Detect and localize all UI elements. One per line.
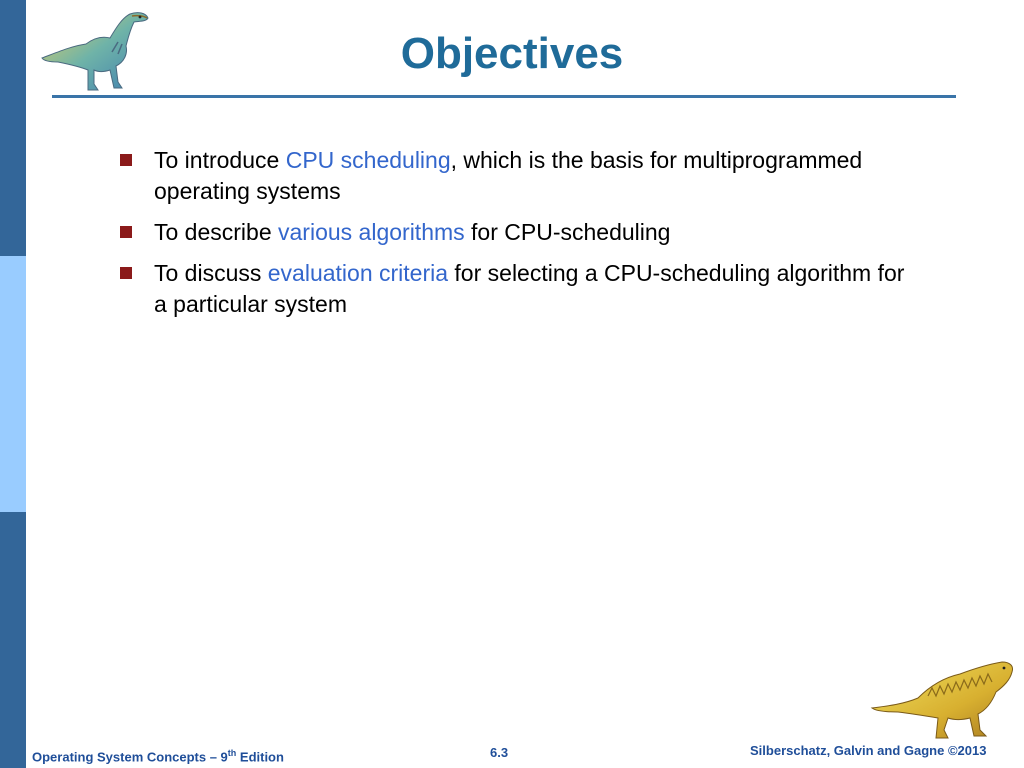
bullet-highlight: CPU scheduling — [285, 147, 451, 173]
list-item — [118, 145, 918, 207]
square-bullet-icon — [120, 154, 132, 166]
dinosaur-icon — [868, 658, 1018, 740]
footer-book-suffix: Edition — [236, 749, 284, 765]
bullet-text-after: for selecting a CPU-scheduling algorithm for a particular system — [154, 260, 905, 317]
left-color-bar — [0, 0, 26, 768]
bullet-text-before: To discuss — [154, 260, 268, 286]
footer-book-title — [32, 744, 284, 766]
footer-book-prefix: Operating System Concepts – 9 — [32, 749, 228, 765]
page-title: Objectives — [400, 29, 624, 78]
list-item — [118, 217, 918, 248]
bullet-text-after: for CPU-scheduling — [464, 219, 671, 245]
bullet-highlight: various algorithms — [278, 219, 465, 245]
objectives-list — [118, 145, 918, 330]
bullet-text-before: To describe — [154, 219, 279, 245]
dinosaur-icon — [38, 8, 156, 94]
footer-page-number: 6.3 — [490, 745, 509, 760]
list-item — [118, 258, 918, 320]
square-bullet-icon — [120, 226, 132, 238]
left-bar-bottom-segment — [0, 512, 26, 768]
square-bullet-icon — [120, 267, 132, 279]
left-bar-middle-segment — [0, 256, 26, 512]
bullet-highlight: evaluation criteria — [267, 260, 449, 286]
footer-copyright: Silberschatz, Galvin and Gagne ©2013 — [750, 743, 987, 758]
left-bar-top-segment — [0, 0, 26, 256]
footer-book-superscript: th — [227, 748, 237, 758]
bullet-text-after: , which is the basis for multiprogrammed operating systems — [154, 147, 863, 204]
title-divider — [52, 95, 956, 98]
bullet-text-before: To introduce — [154, 147, 286, 173]
